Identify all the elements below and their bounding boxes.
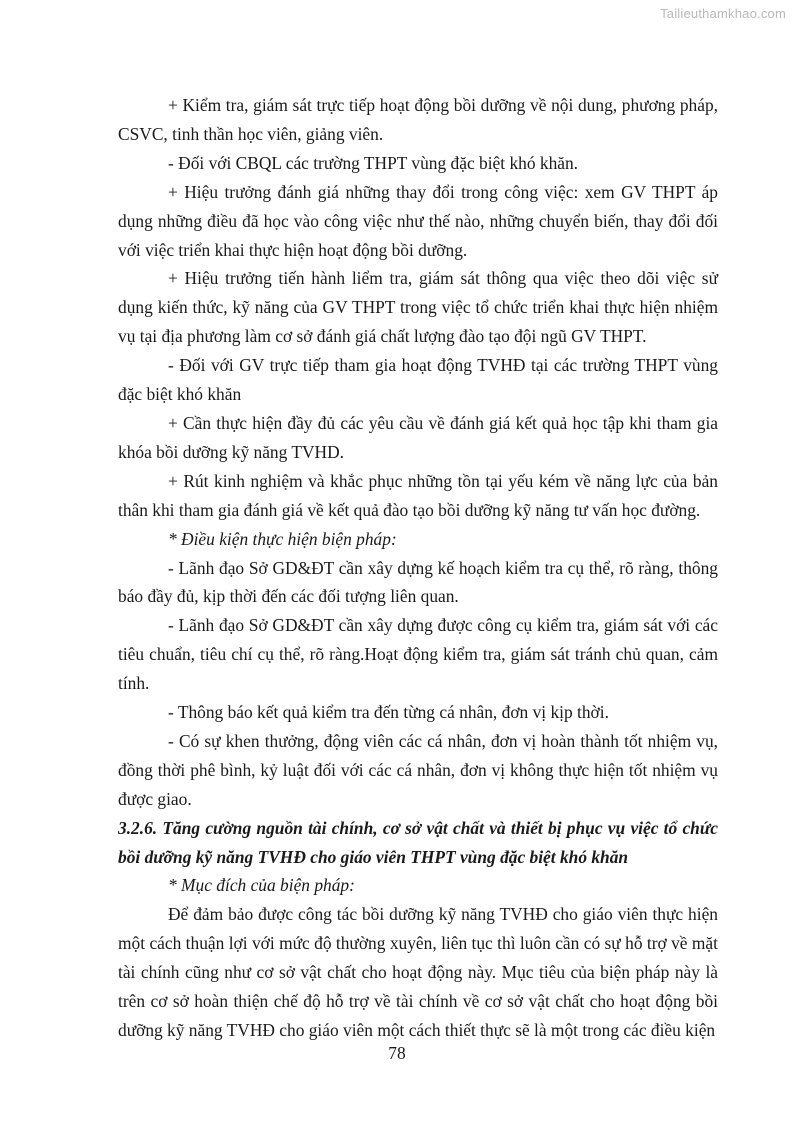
document-body: [118, 91, 718, 1045]
paragraph: - Thông báo kết quả kiểm tra đến từng cá nhân, đơn vị kịp thời.: [168, 702, 609, 723]
paragraph: - Đối với CBQL các trường THPT vùng đặc biệt khó khăn.: [168, 152, 579, 173]
subheading-purpose: * Mục đích của biện pháp:: [168, 875, 355, 896]
subheading-conditions: * Điều kiện thực hiện biện pháp:: [168, 528, 397, 549]
watermark: Tailieuthamkhao.com: [660, 6, 786, 21]
paragraph: + Kiểm tra, giám sát trực tiếp hoạt động bồi dưỡng về nội dung, phương pháp, CSVC, tinh thần học viên, giảng viên.: [118, 95, 718, 144]
paragraph: + Cần thực hiện đầy đủ các yêu cầu về đánh giá kết quả học tập khi tham gia khóa bồi dưỡng kỹ năng TVHD.: [118, 412, 718, 462]
paragraph: + Hiệu trưởng tiến hành liểm tra, giám sát thông qua việc theo dõi việc sử dụng kiến thức, kỹ năng của GV THPT trong việc tổ chức triển khai thực hiện nhiệm vụ tại địa phương làm cơ sở đánh giá chất lượng đào tạo đội ngũ GV THPT.: [118, 268, 718, 347]
paragraph: - Lãnh đạo Sở GD&ĐT cần xây dựng được công cụ kiểm tra, giám sát với các tiêu chuẩn, tiêu chí cụ thể, rõ ràng.Hoạt động kiểm tra, giám sát tránh chủ quan, cảm tính.: [118, 615, 718, 694]
page-number: 78: [388, 1043, 406, 1063]
paragraph: + Rút kinh nghiệm và khắc phục những tồn tại yếu kém về năng lực của bản thân khi tham gia đánh giá về kết quả đào tạo bồi dưỡng kỹ năng tư vấn học đường.: [118, 470, 718, 520]
paragraph: + Hiệu trưởng đánh giá những thay đổi trong công việc: xem GV THPT áp dụng những điều đã học vào công việc như thế nào, những chuyển biến, thay đổi đối với việc triển khai thực hiện hoạt động bồi dưỡng.: [118, 181, 718, 260]
paragraph: Để đảm bảo được công tác bồi dưỡng kỹ năng TVHĐ cho giáo viên thực hiện một cách thuận lợi với mức độ thường xuyên, liên tục thì luôn cần có sự hỗ trợ về mặt tài chính cũng như cơ sở vật chất cho hoạt động này. Mục tiêu của biện pháp này là trên cơ sở hoàn thiện chế độ hỗ trợ về tài chính về cơ sở vật chất cho hoạt động bồi dưỡng kỹ năng TVHĐ cho giáo viên một cách thiết thực sẽ là một trong các điều kiện: [118, 904, 718, 1040]
section-heading: 3.2.6. Tăng cường nguồn tài chính, cơ sở vật chất và thiết bị phục vụ việc tổ chức bồi dưỡng kỹ năng TVHĐ cho giáo viên THPT vùng đặc biệt khó khăn: [118, 817, 718, 867]
paragraph: - Có sự khen thưởng, động viên các cá nhân, đơn vị hoàn thành tốt nhiệm vụ, đồng thời phê bình, kỷ luật đối với các cá nhân, đơn vị không thực hiện tốt nhiệm vụ được giao.: [118, 730, 718, 809]
paragraph: - Lãnh đạo Sở GD&ĐT cần xây dựng kế hoạch kiểm tra cụ thể, rõ ràng, thông báo đầy đủ, kịp thời đến các đối tượng liên quan.: [118, 557, 718, 607]
paragraph: - Đối với GV trực tiếp tham gia hoạt động TVHĐ tại các trường THPT vùng đặc biệt khó khăn: [118, 355, 718, 405]
